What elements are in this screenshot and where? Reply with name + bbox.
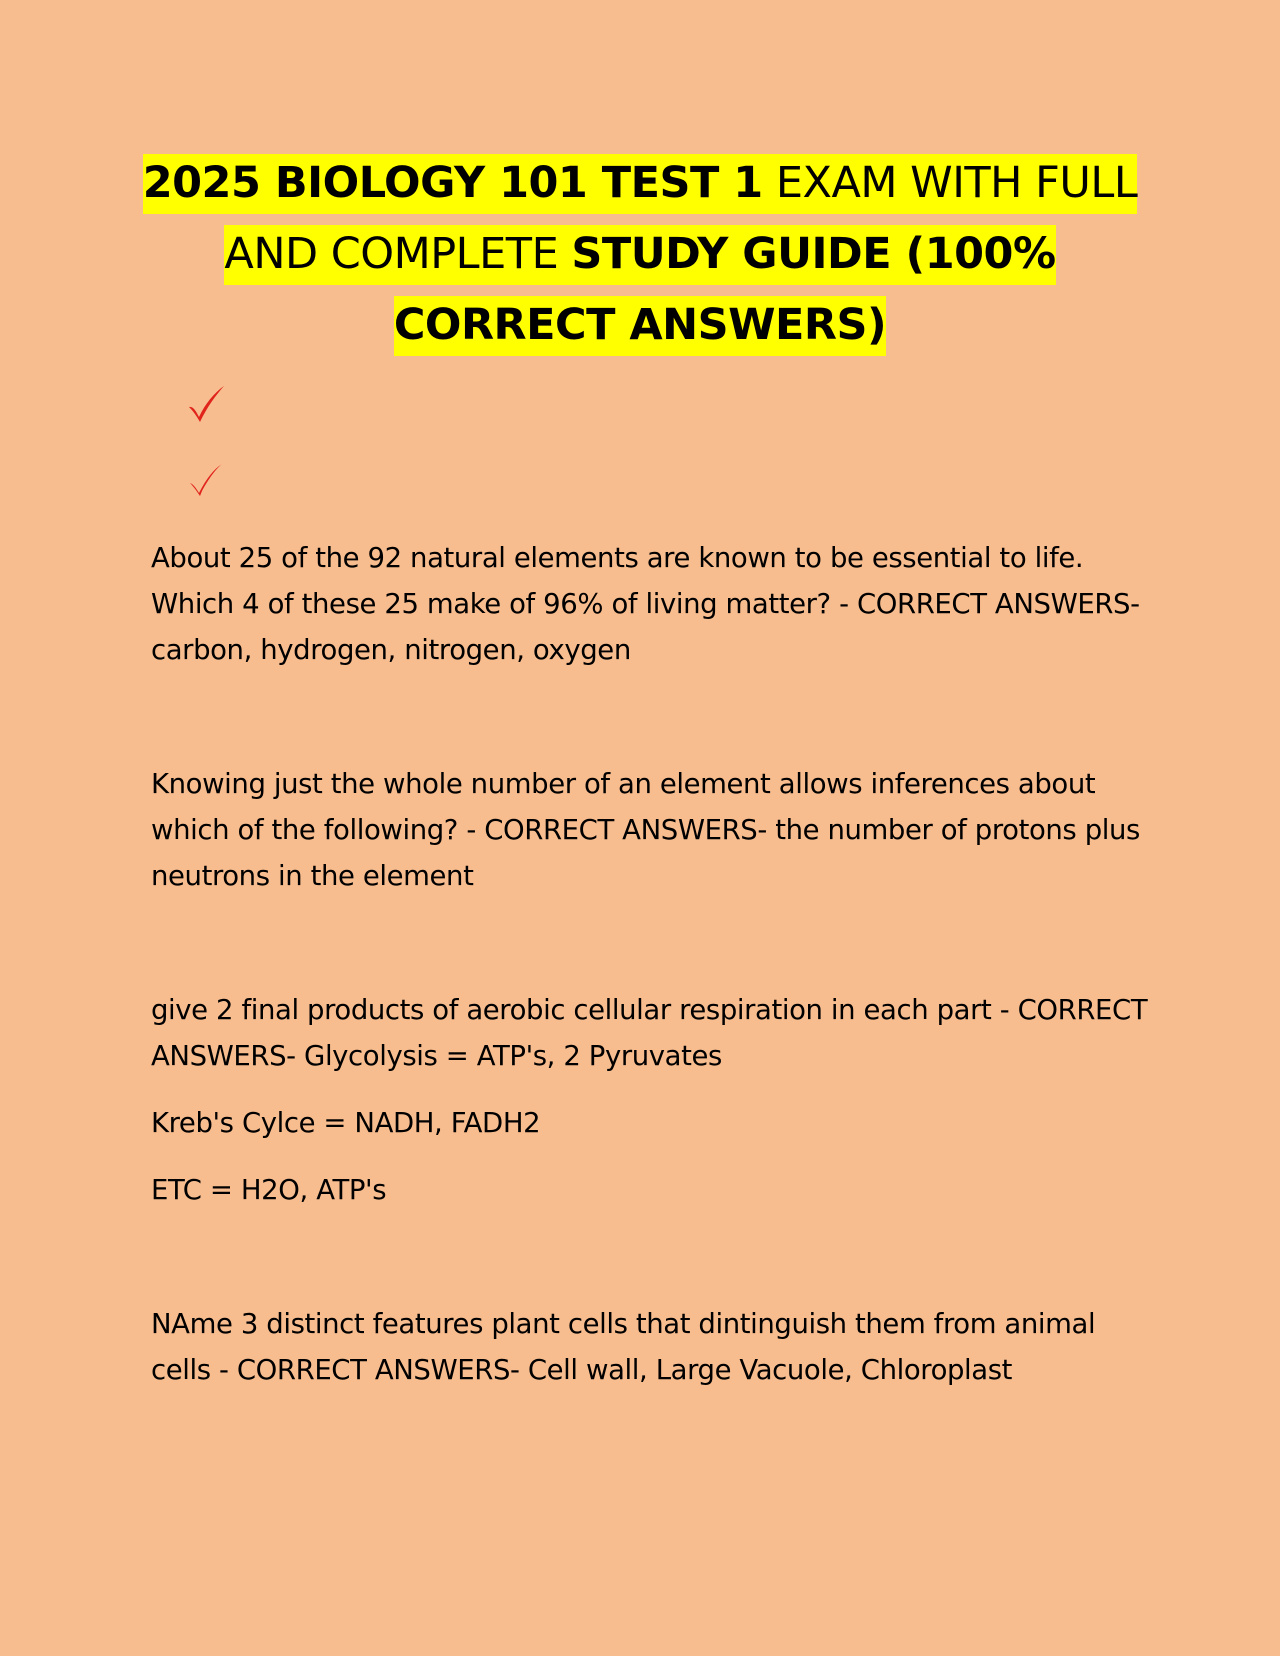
qa-item-4: NAme 3 distinct features plant cells that dintinguish them from animal cells - CORRECT ANSWERS- Cell wall, Large Vacuole, Chloroplast <box>151 1308 1096 1386</box>
title-normal-text-1: EXAM WITH FULL <box>762 158 1138 208</box>
title-highlight-line-2 <box>224 225 1055 285</box>
title-normal-text-2: AND COMPLETE <box>224 229 572 279</box>
qa-item-2: Knowing just the whole number of an element allows inferences about which of the following? - CORRECT ANSWERS- the number of protons plus neutrons in the element <box>151 768 1140 892</box>
title-highlight-line-1 <box>143 154 1138 214</box>
qa-list <box>151 535 1151 1393</box>
checkmark-icon <box>186 384 226 424</box>
title-highlight-line-3 <box>394 296 886 356</box>
checkmark-icon <box>186 460 226 500</box>
qa-item-3-line-2: Kreb's Cylce = NADH, FADH2 <box>151 1107 541 1139</box>
qa-item-1: About 25 of the 92 natural elements are known to be essential to life. Which 4 of these 25 make of 96% of living matter? - CORRECT ANSWERS- carbon, hydrogen, nitrogen, oxygen <box>151 542 1140 666</box>
qa-item-3-line-3: ETC = H2O, ATP's <box>151 1174 387 1206</box>
qa-item-3: give 2 final products of aerobic cellular respiration in each part - CORRECT ANSWERS- Glycolysis = ATP's, 2 Pyruvates <box>151 994 1148 1072</box>
title-bold-text-1: 2025 BIOLOGY 101 TEST 1 <box>142 158 763 208</box>
title-bold-text-3: CORRECT ANSWERS) <box>393 300 887 350</box>
document-title <box>140 148 1140 361</box>
title-bold-text-2: STUDY GUIDE (100% <box>571 229 1056 279</box>
